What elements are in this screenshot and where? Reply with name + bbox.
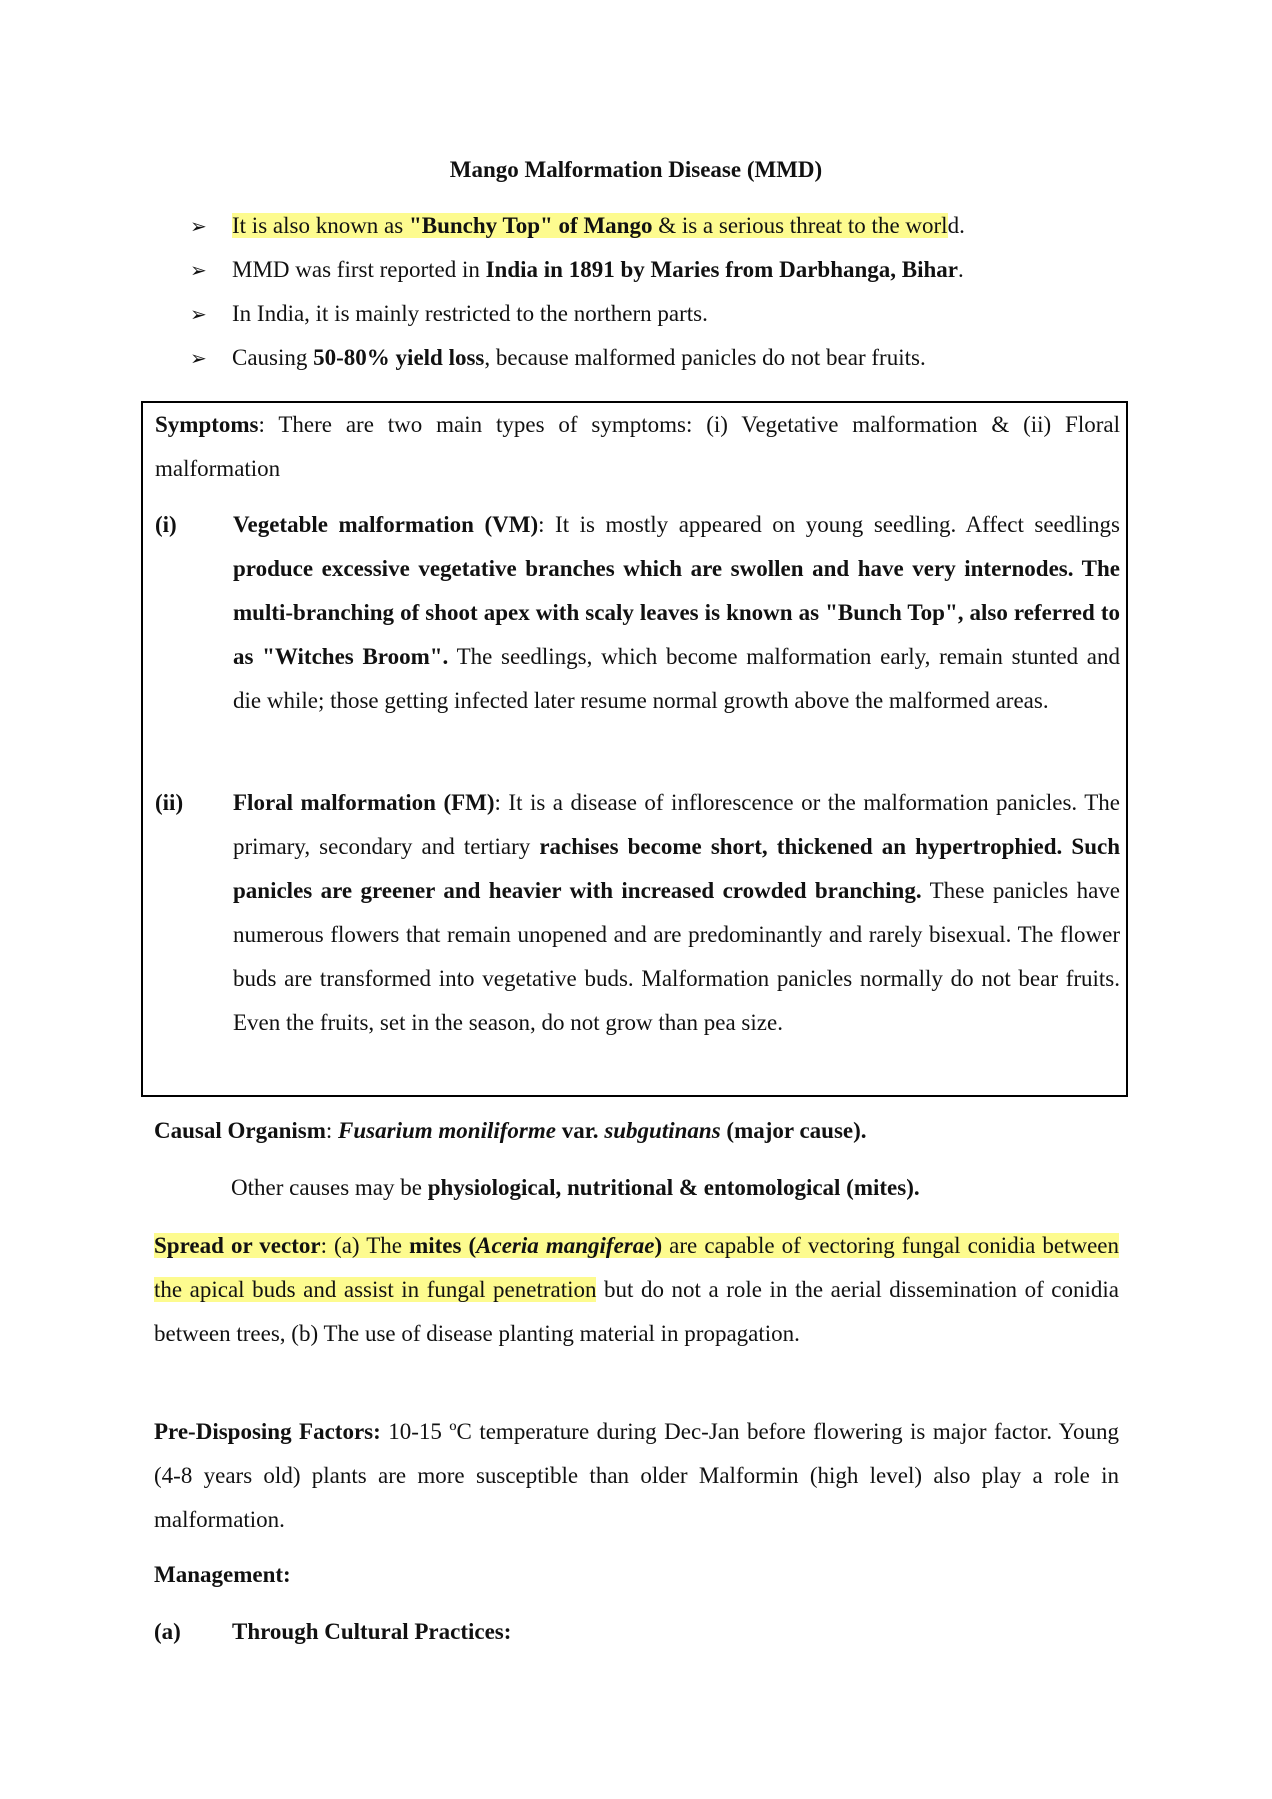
symptoms-box xyxy=(141,401,1128,1097)
bullet-item xyxy=(190,211,1090,255)
bullet-text: Causing 50-80% yield loss, because malformed panicles do not bear fruits. xyxy=(232,345,926,370)
causal-organism-paragraph: Causal Organism: Fusarium moniliforme var. subgutinans (major cause). xyxy=(154,1118,867,1143)
intro-bullet-list xyxy=(190,211,1090,387)
bullet-text: In India, it is mainly restricted to the northern parts. xyxy=(232,301,708,326)
arrowhead-bullet-icon: ➢ xyxy=(190,348,207,370)
highlighted-text: Spread or vector: (a) The mites (Aceria mangiferae) are capable of vectoring fungal conidia between the apical buds and assist in fungal penetration xyxy=(154,1233,1119,1302)
bullet-item xyxy=(190,255,1090,299)
symptoms-heading: Symptoms xyxy=(155,412,259,437)
symptom-item-vegetative xyxy=(155,503,1120,723)
predisposing-paragraph: Pre-Disposing Factors: 10-15 ºC temperature during Dec-Jan before flowering is major factor. Young (4-8 years old) plants are more susceptible than older Malformin (high level) also play a role in malformation. xyxy=(154,1419,1119,1532)
bullet-item xyxy=(190,343,1090,387)
other-causes-paragraph: Other causes may be physiological, nutritional & entomological (mites). xyxy=(231,1175,920,1200)
arrowhead-bullet-icon: ➢ xyxy=(190,216,207,238)
item-number: (a) xyxy=(154,1619,181,1644)
management-heading: Management: xyxy=(154,1562,291,1587)
management-subheading: Through Cultural Practices: xyxy=(232,1619,512,1644)
highlighted-text: It is also known as "Bunchy Top" of Mango & is a serious threat to the worl xyxy=(232,213,948,238)
bullet-item xyxy=(190,299,1090,343)
bullet-text: MMD was first reported in India in 1891 by Maries from Darbhanga, Bihar. xyxy=(232,257,964,282)
predisposing-heading: Pre-Disposing Factors: xyxy=(154,1419,381,1444)
management-subsection xyxy=(154,1610,1119,1654)
symptoms-intro: Symptoms: There are two main types of symptoms: (i) Vegetative malformation & (ii) Floral malformation xyxy=(155,412,1120,481)
item-text: Vegetable malformation (VM): It is mostly appeared on young seedling. Affect seedlings produce excessive vegetative branches which are swollen and have very internodes. The multi-branching of shoot apex with scaly leaves is known as "Bunch Top", also referred to as "Witches Broom". The seedlings, which become malformation early, remain stunted and die while; those getting infected later resume normal growth above the malformed areas. xyxy=(233,512,1121,713)
arrowhead-bullet-icon: ➢ xyxy=(190,304,207,326)
arrowhead-bullet-icon: ➢ xyxy=(190,260,207,282)
item-text: Floral malformation (FM): It is a disease of inflorescence or the malformation panicles. The primary, secondary and tertiary rachises become short, thickened an hypertrophied. Such panicles are greener and heavier with increased crowded branching. These panicles have numerous flowers that remain unopened and are predominantly and rarely bisexual. The flower buds are transformed into vegetative buds. Malformation panicles normally do not bear fruits. Even the fruits, set in the season, do not grow than pea size. xyxy=(233,790,1121,1035)
causal-heading: Causal Organism xyxy=(154,1118,326,1143)
spread-paragraph: Spread or vector: (a) The mites (Aceria mangiferae) are capable of vectoring fungal conidia between the apical buds and assist in fungal penetration but do not a role in the aerial dissemination of conidia between trees, (b) The use of disease planting material in propagation. xyxy=(154,1233,1119,1346)
symptom-item-floral xyxy=(155,781,1120,1045)
bullet-text: It is also known as "Bunchy Top" of Mango & is a serious threat to the world. xyxy=(232,213,965,238)
document-title: Mango Malformation Disease (MMD) xyxy=(449,157,823,182)
item-number: (ii) xyxy=(155,790,184,815)
item-number: (i) xyxy=(155,512,177,537)
spread-heading: Spread or vector xyxy=(154,1233,321,1258)
